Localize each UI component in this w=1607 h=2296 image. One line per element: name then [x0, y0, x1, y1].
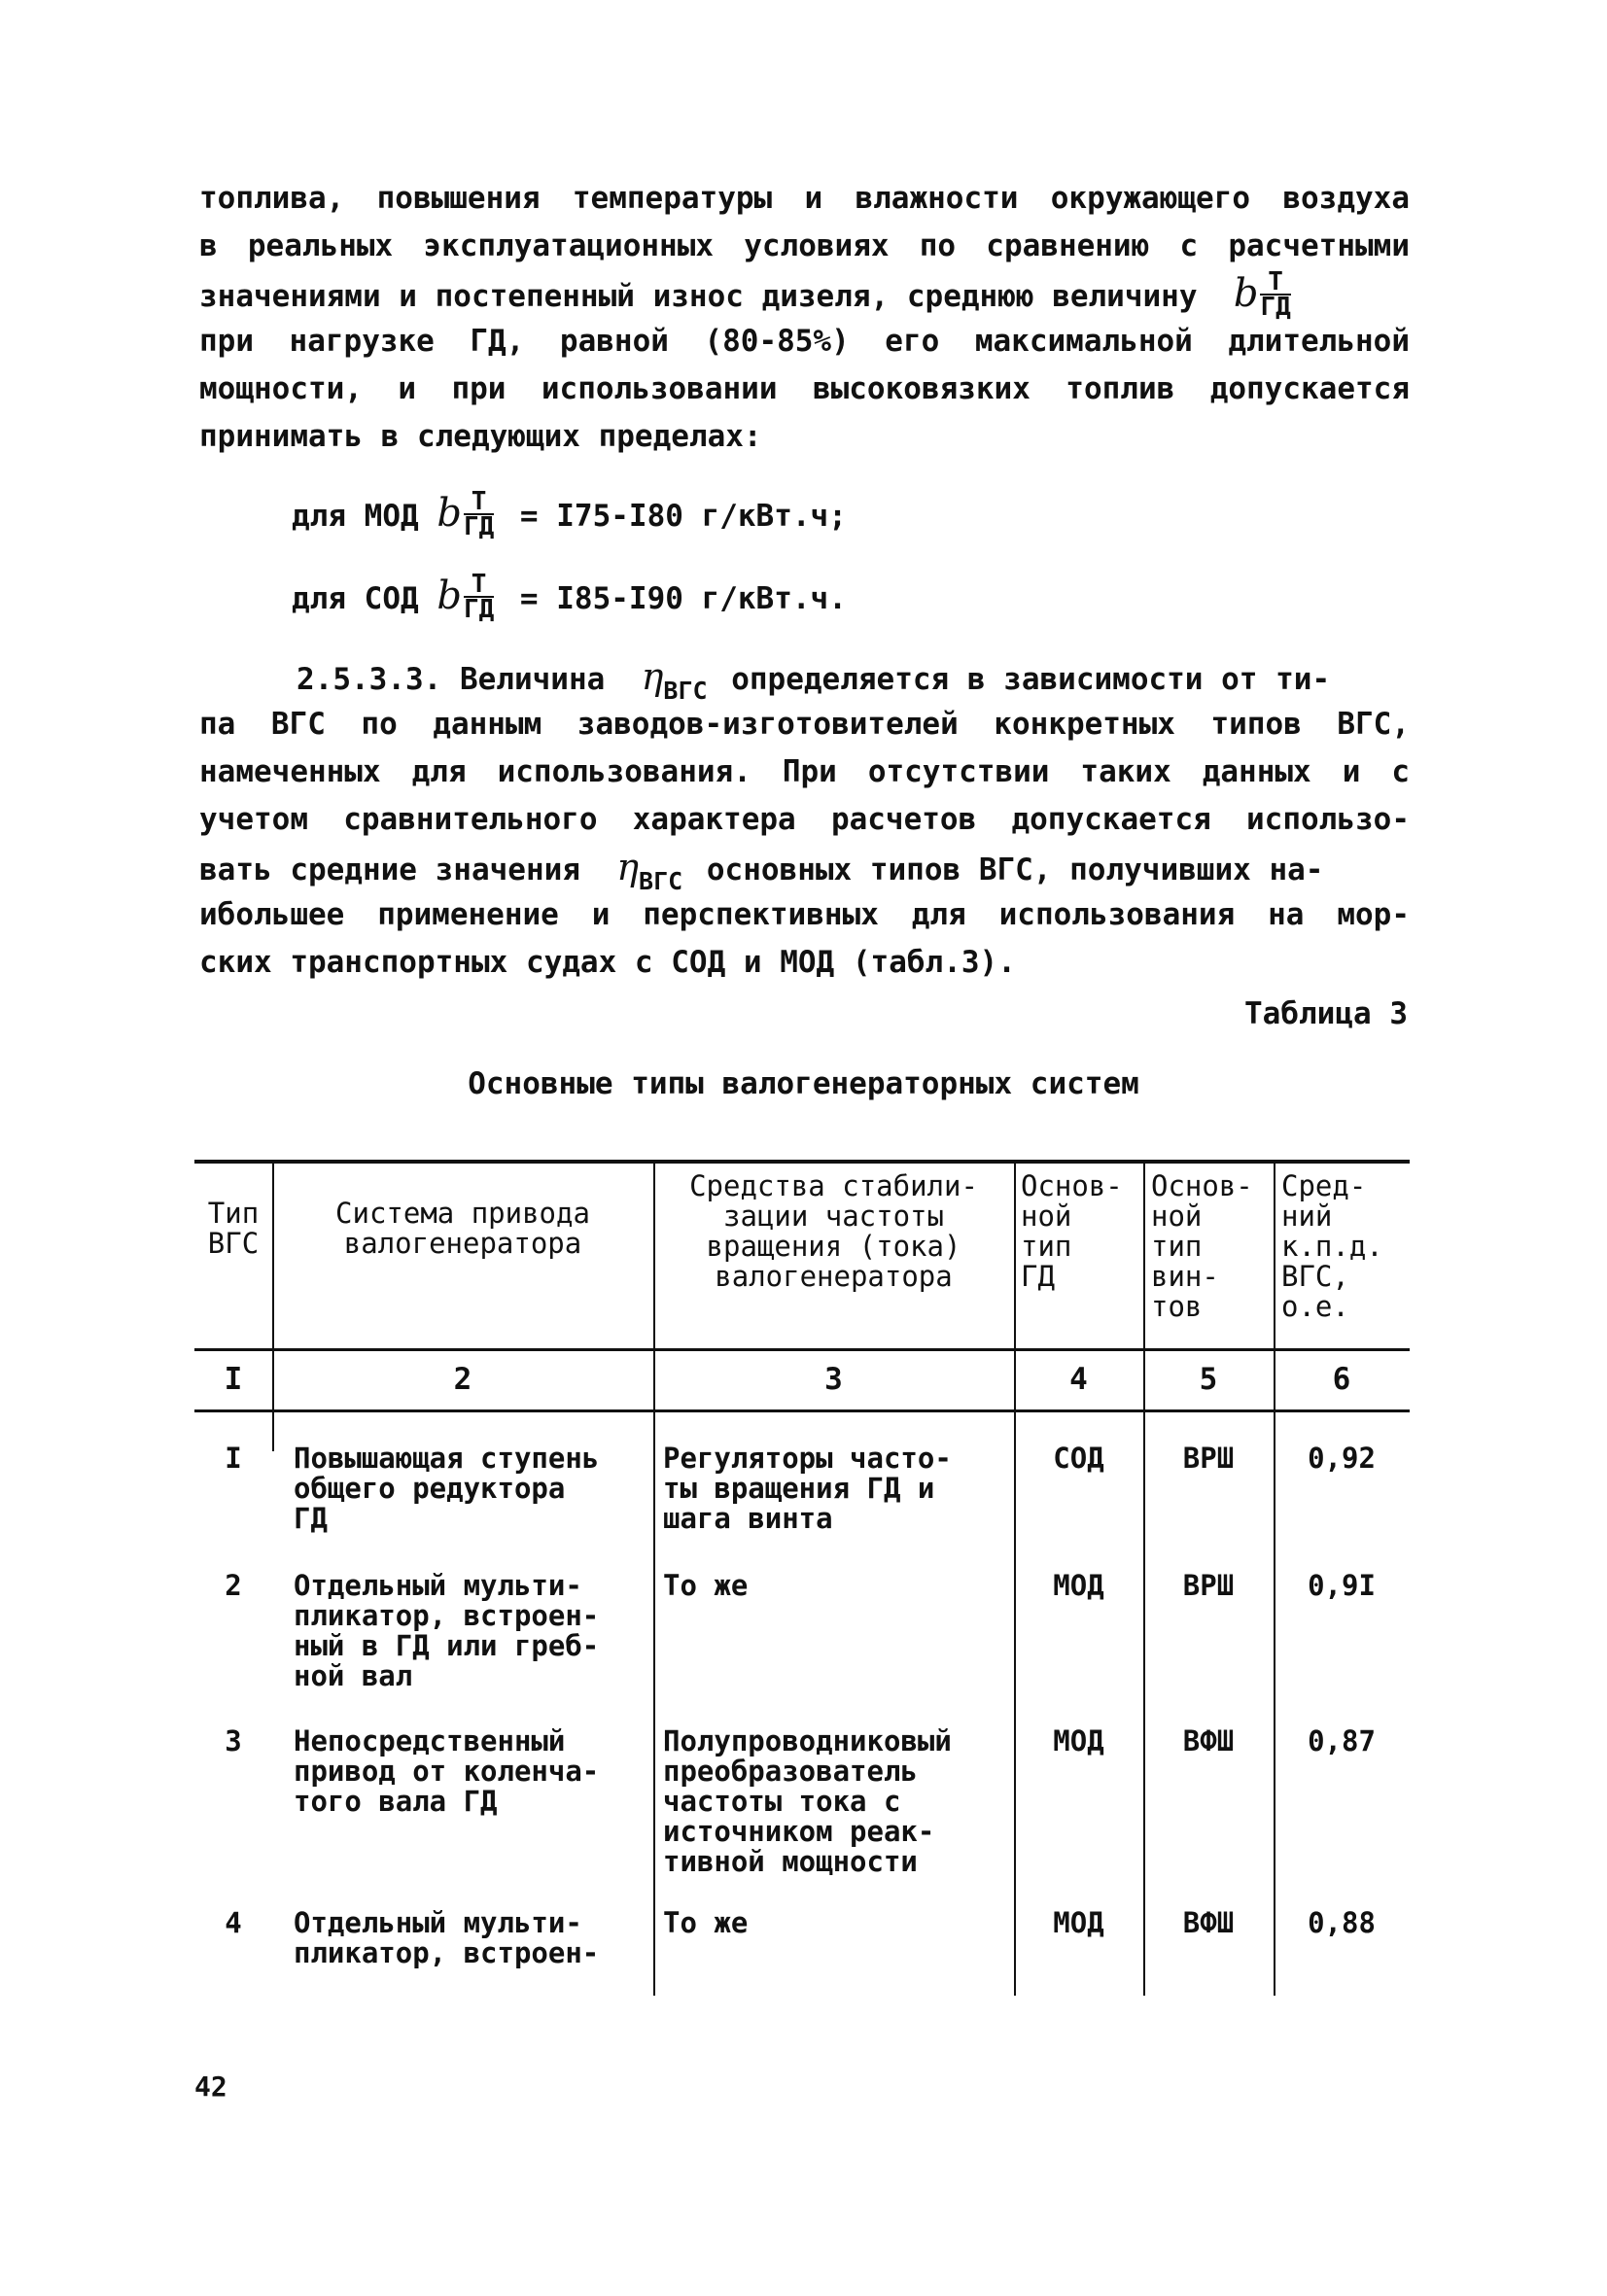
header-gd: Основ- ной тип ГД: [1021, 1169, 1123, 1293]
formula-index: $\frac{Т}{ГД}$: [463, 569, 495, 624]
table-cell-type: 4: [225, 1906, 242, 1939]
table-cell-drive: Повышающая ступень общего редуктора ГД: [294, 1442, 600, 1535]
text-line: учетом сравнительного характера расчетов допускается использо-: [199, 802, 1410, 837]
table-cell-type: 3: [225, 1724, 242, 1757]
formula-index: $\frac{Т}{ГД}$: [463, 486, 495, 541]
column-number: 2: [453, 1362, 472, 1397]
header-screw: Основ- ной тип вин- тов: [1151, 1169, 1253, 1323]
table-cell-gd: МОД: [1053, 1569, 1104, 1602]
efficiency-symbol: η: [616, 846, 640, 888]
column-number: 4: [1069, 1362, 1088, 1397]
text-line: в реальных эксплуатационных условиях по сравнению с расчетными: [199, 228, 1410, 263]
text-line: топлива, повышения температуры и влажности окружающего воздуха: [199, 181, 1410, 216]
text-line: ских транспортных судах с СОД и МОД (табл.3).: [199, 945, 1016, 980]
table-cell-eff: 0,88: [1308, 1906, 1376, 1939]
text-line: значениями и постепенный износ дизеля, среднюю величину b $\frac{Т}{ГД}$: [199, 266, 1291, 322]
table-cell-screw: ВРШ: [1182, 1569, 1235, 1602]
fuel-consumption-symbol: b: [1233, 271, 1259, 316]
table-cell-drive: Отдельный мульти- пликатор, встроен- ный в ГД или греб- ной вал: [294, 1569, 600, 1692]
table-cell-gd: МОД: [1053, 1906, 1104, 1939]
column-number: 6: [1332, 1362, 1351, 1397]
text-line: вать средние значения $\eta_{ВГС}$ основных типов ВГС, получивших на-: [199, 846, 1324, 895]
header-type: Тип ВГС: [207, 1197, 260, 1260]
formula-sod: для СОД b $\frac{Т}{ГД}$ = I85-I90 г/кВт.ч.: [292, 569, 847, 624]
efficiency-symbol: η: [641, 655, 664, 698]
table-cell-means: Регуляторы часто- ты вращения ГД и шага винта: [663, 1442, 952, 1535]
table-cell-gd: МОД: [1053, 1724, 1104, 1757]
table-cell-eff: 0,9I: [1308, 1569, 1376, 1602]
table-cell-type: 2: [225, 1569, 242, 1602]
table-cell-means: То же: [663, 1906, 749, 1939]
table-top-rule: [194, 1160, 1410, 1164]
table-cell-eff: 0,92: [1308, 1442, 1376, 1475]
table-cell-type: I: [225, 1442, 242, 1475]
table-cell-means: Полупроводниковый преобразователь частоты тока с источником реак- тивной мощности: [663, 1724, 952, 1878]
table-cell-drive: Отдельный мульти- пликатор, встроен-: [294, 1906, 600, 1969]
header-eff: Сред- ний к.п.д. ВГС, о.е.: [1281, 1169, 1383, 1323]
formula-index: $\frac{Т}{ГД}$: [1260, 266, 1291, 322]
colnum-rule: [194, 1409, 1410, 1412]
header-drive: Система привода валогенератора: [335, 1197, 590, 1260]
text-line: мощности, и при использовании высоковязких топлив допускается: [199, 371, 1410, 406]
table-cell-screw: ВФШ: [1182, 1724, 1235, 1757]
table-cell-drive: Непосредственный привод от коленча- того вала ГД: [294, 1724, 600, 1818]
column-number: I: [224, 1362, 243, 1397]
paragraph-2: [199, 653, 1410, 987]
table-cell-screw: ВФШ: [1182, 1906, 1235, 1939]
text-line: па ВГС по данным заводов-изготовителей конкретных типов ВГС,: [199, 707, 1410, 742]
column-number: 3: [824, 1362, 843, 1397]
text-line: принимать в следующих пределах:: [199, 419, 762, 454]
table-cell-screw: ВРШ: [1182, 1442, 1235, 1475]
paragraph-1: [199, 175, 1410, 461]
header-means: Средства стабили- зации частоты вращения (тока) валогенератора: [689, 1169, 978, 1293]
formula-mod: для МОД b $\frac{Т}{ГД}$ = I75-I80 г/кВт.ч;: [292, 486, 847, 541]
table-cell-gd: СОД: [1053, 1442, 1104, 1475]
column-number: 5: [1199, 1362, 1218, 1397]
fuel-consumption-symbol: b: [437, 491, 462, 536]
table-cell-means: То же: [663, 1569, 749, 1602]
text-line: при нагрузке ГД, равной (80-85%) его максимальной длительной: [199, 324, 1410, 359]
fuel-consumption-symbol: b: [437, 574, 462, 618]
page-number: 42: [194, 2070, 227, 2103]
text-line: намеченных для использования. При отсутствии таких данных и с: [199, 754, 1410, 789]
text-line: 2.5.3.3. Величина $\eta_{ВГС}$ определяется в зависимости от ти-: [297, 655, 1331, 705]
table-number: Таблица 3: [1244, 996, 1408, 1031]
header-rule: [194, 1348, 1410, 1351]
text-line: ибольшее применение и перспективных для использования на мор-: [199, 897, 1410, 932]
table-cell-eff: 0,87: [1308, 1724, 1376, 1757]
table-title: Основные типы валогенераторных систем: [468, 1066, 1139, 1101]
vgs-types-table: [194, 1160, 1410, 1996]
